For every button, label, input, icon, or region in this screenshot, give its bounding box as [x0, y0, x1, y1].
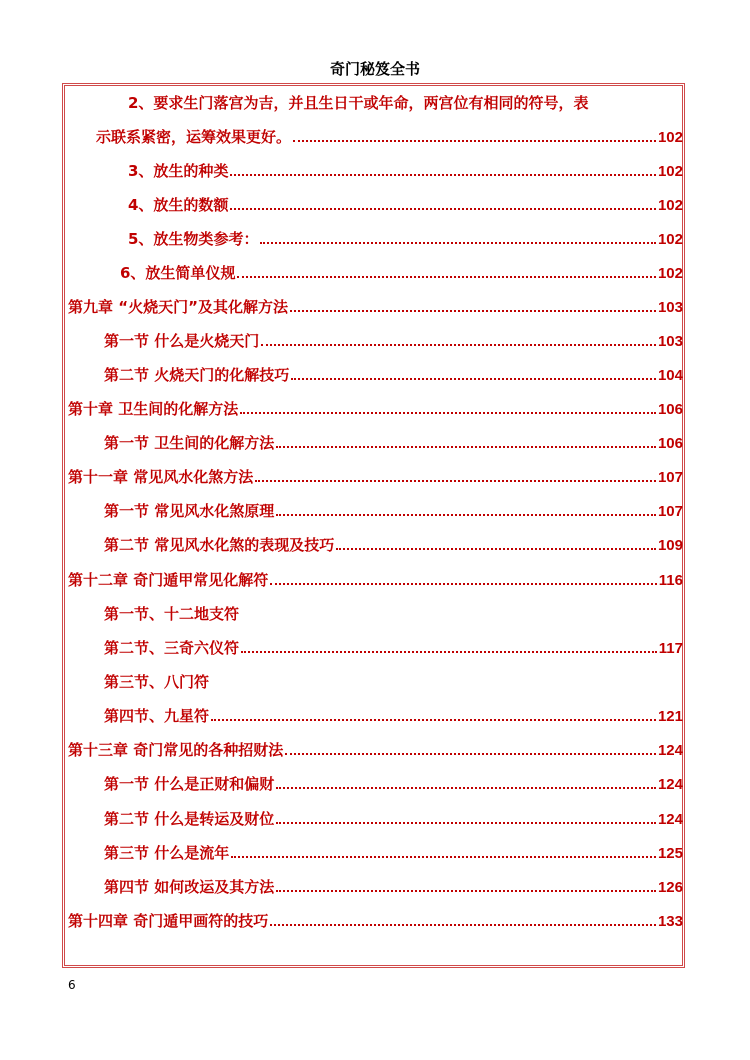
- toc-page-number: 102: [657, 265, 683, 282]
- toc-entry-text: 第一节 卫生间的化解方法: [104, 434, 275, 452]
- dot-leader: [270, 571, 657, 585]
- toc-page-number: 102: [657, 231, 683, 248]
- toc-page-number: 124: [657, 811, 683, 828]
- toc-entry-text: 第十章 卫生间的化解方法: [68, 400, 239, 418]
- toc-page-number: 117: [658, 640, 683, 657]
- toc-line-17[interactable]: [104, 635, 683, 661]
- toc-entry-text: 第九章 “火烧天门”及其化解方法: [68, 298, 288, 316]
- toc-entry-text: 2、要求生门落宫为吉，并且生日干或年命，两宫位有相同的符号，表: [128, 94, 589, 112]
- dot-leader: [276, 810, 656, 824]
- toc-page-number: 125: [657, 845, 683, 862]
- toc-line-23[interactable]: [104, 840, 683, 866]
- toc-page-number: 121: [657, 708, 683, 725]
- toc-line-9[interactable]: [104, 362, 683, 388]
- toc-entry-text: 4、放生的数额: [128, 196, 229, 214]
- toc-page-number: 124: [657, 776, 683, 793]
- dot-leader: [241, 639, 657, 653]
- toc-line-13[interactable]: [104, 498, 683, 524]
- dot-leader: [230, 196, 656, 210]
- page-number: 6: [68, 978, 76, 992]
- toc-line-3[interactable]: [128, 158, 683, 184]
- toc-entry-text: 第十三章 奇门常见的各种招财法: [68, 741, 284, 759]
- toc-page-number: 124: [657, 742, 683, 759]
- toc-entry-text: 示联系紧密，运筹效果更好。: [96, 128, 292, 146]
- toc-line-18[interactable]: [104, 669, 683, 695]
- toc-page-number: 126: [657, 879, 683, 896]
- dot-leader: [260, 230, 656, 244]
- dot-leader: [276, 775, 656, 789]
- toc-entry-text: 第二节 常见风水化煞的表现及技巧: [104, 536, 335, 554]
- toc-page-number: 104: [657, 367, 683, 384]
- toc-entry-text: 第十四章 奇门遁甲画符的技巧: [68, 912, 269, 930]
- toc-line-5[interactable]: [128, 226, 683, 252]
- dot-leader: [211, 707, 656, 721]
- toc-page-number: 106: [657, 401, 683, 418]
- toc-line-24[interactable]: [104, 874, 683, 900]
- toc-line-19[interactable]: [104, 703, 683, 729]
- toc-line-2[interactable]: [96, 124, 683, 150]
- dot-leader: [276, 502, 656, 516]
- toc-page-number: 107: [657, 469, 683, 486]
- toc-line-12[interactable]: [68, 464, 683, 490]
- dot-leader: [240, 400, 656, 414]
- toc-entry-text: 第二节、三奇六仪符: [104, 639, 240, 657]
- dot-leader: [230, 162, 656, 176]
- dot-leader: [237, 264, 656, 278]
- toc-entry-text: 5、放生物类参考：: [128, 230, 259, 248]
- dot-leader: [261, 332, 656, 346]
- toc-page-number: 103: [657, 299, 683, 316]
- toc-entry-text: 第二节 火烧天门的化解技巧: [104, 366, 290, 384]
- toc-entry-text: 第一节 常见风水化煞原理: [104, 502, 275, 520]
- toc-line-1[interactable]: [128, 90, 683, 116]
- toc-entry-text: 第四节 如何改运及其方法: [104, 878, 275, 896]
- dot-leader: [270, 912, 656, 926]
- toc-entry-text: 第三节 什么是流年: [104, 844, 230, 862]
- toc-page-number: 109: [657, 537, 683, 554]
- dot-leader: [276, 434, 656, 448]
- dot-leader: [336, 536, 656, 550]
- toc-line-4[interactable]: [128, 192, 683, 218]
- toc-entry-text: 第一节 什么是火烧天门: [104, 332, 260, 350]
- toc-entry-text: 第一节 什么是正财和偏财: [104, 775, 275, 793]
- toc-line-11[interactable]: [104, 430, 683, 456]
- toc-entry-text: 第四节、九星符: [104, 707, 210, 725]
- toc-entry-text: 3、放生的种类: [128, 162, 229, 180]
- toc-page-number: 116: [658, 572, 683, 589]
- dot-leader: [291, 366, 656, 380]
- toc-line-7[interactable]: [68, 294, 683, 320]
- toc-page-number: 103: [657, 333, 683, 350]
- toc-page-number: 102: [657, 197, 683, 214]
- toc-page-number: 107: [657, 503, 683, 520]
- toc-page-number: 133: [657, 913, 683, 930]
- toc-page-number: 102: [657, 163, 683, 180]
- toc-line-16[interactable]: [104, 601, 683, 627]
- toc-line-20[interactable]: [68, 737, 683, 763]
- toc-entry-text: 第十一章 常见风水化煞方法: [68, 468, 254, 486]
- toc-line-8[interactable]: [104, 328, 683, 354]
- toc-line-22[interactable]: [104, 806, 683, 832]
- toc-entry-text: 6、放生简单仪规: [120, 264, 236, 282]
- toc-line-10[interactable]: [68, 396, 683, 422]
- dot-leader: [285, 741, 656, 755]
- dot-leader: [293, 128, 656, 142]
- toc-entry-text: 第十二章 奇门遁甲常见化解符: [68, 571, 269, 589]
- toc-line-21[interactable]: [104, 771, 683, 797]
- toc-entry-text: 第二节 什么是转运及财位: [104, 810, 275, 828]
- toc-line-14[interactable]: [104, 532, 683, 558]
- running-header-title: 奇门秘笈全书: [329, 60, 420, 78]
- dot-leader: [255, 468, 656, 482]
- toc-entry-text: 第一节、十二地支符: [104, 605, 240, 623]
- toc-entry-text: 第三节、八门符: [104, 673, 210, 691]
- dot-leader: [231, 844, 656, 858]
- toc-line-15[interactable]: [68, 567, 683, 593]
- dot-leader: [290, 298, 656, 312]
- toc-line-25[interactable]: [68, 908, 683, 934]
- dot-leader: [276, 878, 656, 892]
- toc-line-6[interactable]: [120, 260, 683, 286]
- toc-page-number: 106: [657, 435, 683, 452]
- toc-page-number: 102: [657, 129, 683, 146]
